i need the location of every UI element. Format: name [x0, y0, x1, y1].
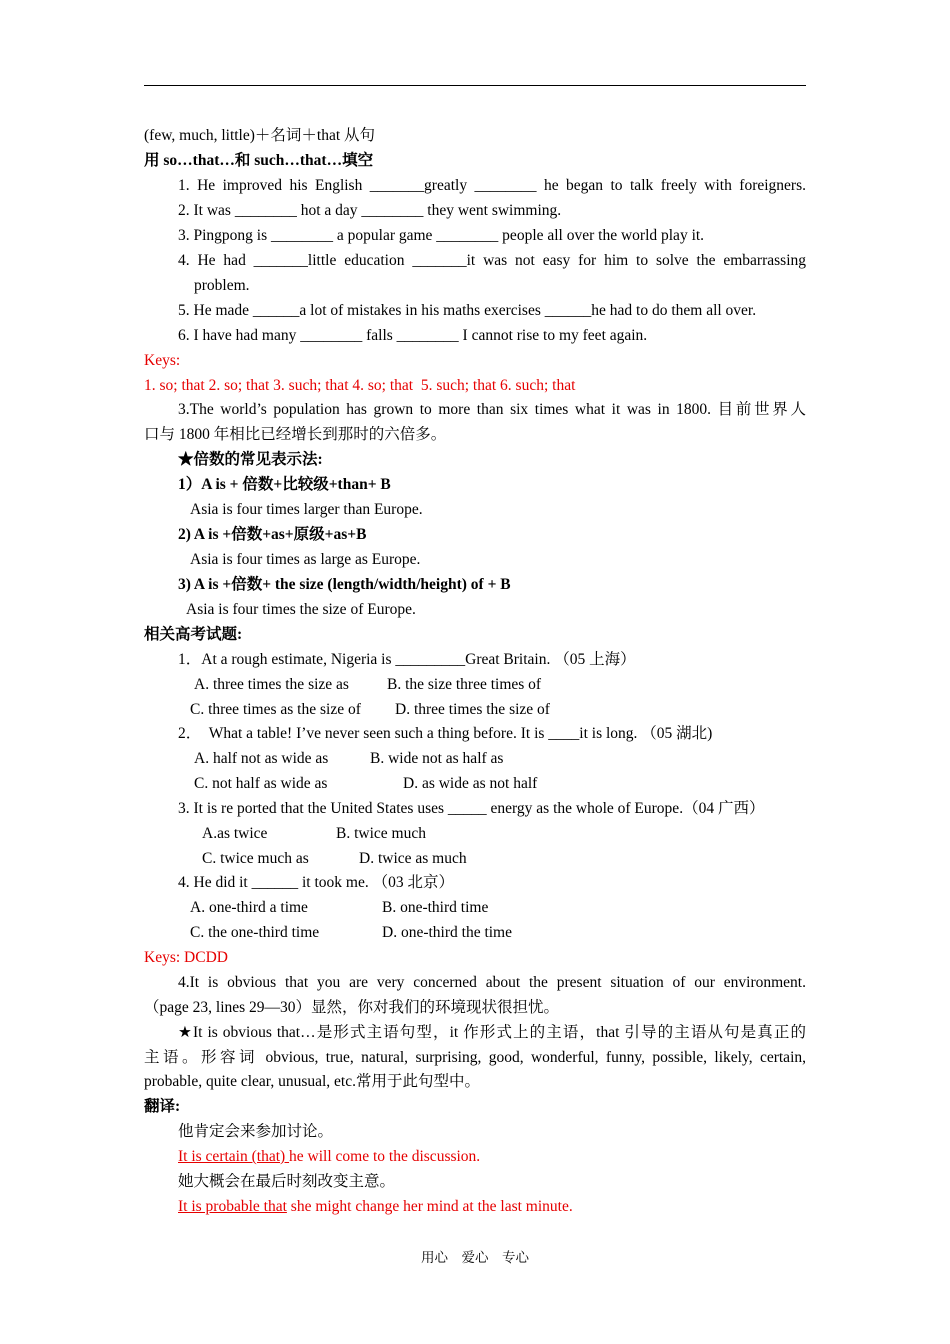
translation-cn-1: 他肯定会来参加讨论。	[178, 1123, 334, 1140]
exercise-item-2: 2. It was ________ hot a day ________ they went swimming.	[178, 202, 562, 219]
translation-en-2	[178, 1197, 573, 1217]
section3-sentence-cont: 口与 1800 年相比已经增长到那时的六倍多。	[144, 426, 447, 443]
translation-heading: 翻译:	[144, 1098, 181, 1115]
pattern-rule-2: 2) A is +倍数+as+原级+as+B	[178, 526, 367, 543]
section4-sentence: 4.It is obvious that you are very concerned about the present situation of our environment.	[178, 974, 806, 991]
exam-q1-stem: 1．At a rough estimate, Nigeria is _________Great Britain. （05 上海）	[178, 651, 636, 668]
multiples-heading: ★倍数的常见表示法:	[178, 451, 323, 468]
pattern-rule-3: 3) A is +倍数+ the size (length/width/height) of + B	[178, 576, 511, 593]
exam-q3-option-a: A.as twice	[202, 825, 268, 842]
intro-line: (few, much, little)＋名词＋that 从句	[144, 127, 376, 144]
exercise-item-3: 3. Pingpong is ________ a popular game ________ people all over the world play it.	[178, 227, 705, 244]
exam-q2-stem: 2． What a table! I’ve never seen such a thing before. It is ____it is long. （05 湖北)	[178, 725, 713, 742]
grammar-note-line-3: probable, quite clear, unusual, etc.常用于此句型中。	[144, 1073, 480, 1090]
keys-answers: 1. so; that 2. so; that 3. such; that 4. so; that 5. such; that 6. such; that	[144, 377, 576, 394]
exam-q4-option-c: C. the one-third time	[190, 924, 320, 941]
so-such-heading: 用 so…that…和 such…that…填空	[144, 152, 374, 169]
exam-q2-option-d: D. as wide as not half	[403, 775, 538, 792]
exam-q1-option-d: D. three times the size of	[395, 701, 550, 718]
translation-en-2-underlined: It is probable that	[178, 1198, 287, 1215]
exam-q3-option-d: D. twice as much	[359, 850, 467, 867]
keys-label: Keys:	[144, 352, 181, 369]
grammar-note-line-2: 主语。形容词 obvious, true, natural, surprising, good, wonderful, funny, possible, likely, certain,	[144, 1049, 806, 1066]
exam-q3-option-c: C. twice much as	[202, 850, 309, 867]
header-rule	[144, 85, 806, 86]
exam-q2-option-b: B. wide not as half as	[370, 750, 504, 767]
page-footer: 用心 爱心 专心	[421, 1250, 529, 1265]
exam-q1-option-b: B. the size three times of	[387, 676, 542, 693]
exam-q1-option-a: A. three times the size as	[194, 676, 349, 693]
exam-heading: 相关高考试题:	[144, 626, 243, 643]
exercise-item-4: 4. He had _______little education _______it was not easy for him to solve the embarrassing	[178, 252, 806, 269]
translation-en-1-underlined: It is certain (that)	[178, 1148, 290, 1165]
pattern-example-1: Asia is four times larger than Europe.	[190, 501, 423, 518]
exercise-item-5: 5. He made ______a lot of mistakes in his maths exercises ______he had to do them all over.	[178, 302, 757, 319]
pattern-example-2: Asia is four times as large as Europe.	[190, 551, 421, 568]
exam-q2-option-c: C. not half as wide as	[194, 775, 328, 792]
exercise-item-6: 6. I have had many ________ falls ________ I cannot rise to my feet again.	[178, 327, 648, 344]
exam-q1-option-c: C. three times as the size of	[190, 701, 361, 718]
exam-q4-option-d: D. one-third the time	[382, 924, 512, 941]
exam-keys: Keys: DCDD	[144, 949, 228, 966]
grammar-note-line-1: ★It is obvious that…是形式主语句型，it 作形式上的主语，that 引导的主语从句是真正的	[178, 1024, 806, 1041]
section4-sentence-cont: （page 23, lines 29—30）显然，你对我们的环境现状很担忧。	[144, 999, 560, 1016]
exam-q3-option-b: B. twice much	[336, 825, 426, 842]
exam-q4-stem: 4. He did it ______ it took me. （03 北京）	[178, 874, 454, 891]
pattern-example-3: Asia is four times the size of Europe.	[186, 601, 416, 618]
translation-cn-2: 她大概会在最后时刻改变主意。	[178, 1173, 396, 1190]
section3-sentence: 3.The world’s population has grown to more than six times what it was in 1800. 目前世界人	[178, 401, 806, 418]
exam-q4-option-b: B. one-third time	[382, 899, 489, 916]
translation-en-1	[178, 1147, 480, 1167]
exam-q2-option-a: A. half not as wide as	[194, 750, 329, 767]
exam-q4-option-a: A. one-third a time	[190, 899, 308, 916]
pattern-rule-1: 1）A is + 倍数+比较级+than+ B	[178, 476, 391, 493]
translation-en-2-rest: she might change her mind at the last minute.	[286, 1198, 573, 1215]
exercise-item-4-cont: problem.	[194, 277, 250, 294]
exam-q3-stem: 3. It is re ported that the United States uses _____ energy as the whole of Europe.（04 广西）	[178, 800, 765, 817]
translation-en-1-rest: he will come to the discussion.	[289, 1148, 481, 1165]
exercise-item-1: 1. He improved his English _______greatly ________ he began to talk freely with foreigners.	[178, 177, 806, 194]
